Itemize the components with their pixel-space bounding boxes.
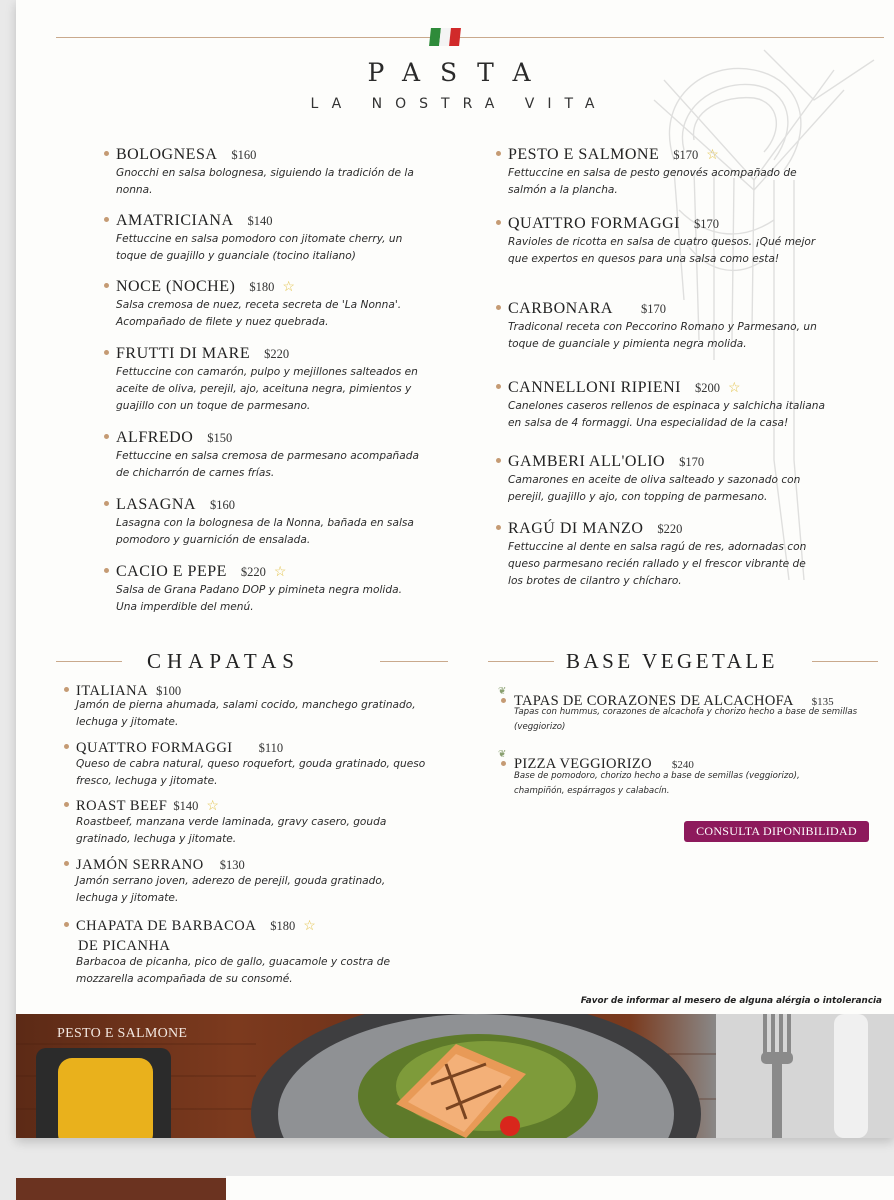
item-description: Fettuccine con camarón, pulpo y mejillones salteados en aceite de oliva, perejil, ajo, aceituna negra, pimientos y guajillo con un toque de parmesano. bbox=[116, 366, 418, 412]
availability-button[interactable]: CONSULTA DIPONIBILIDAD bbox=[684, 821, 869, 842]
item-description: Salsa cremosa de nuez, receta secreta de 'La Nonna'. Acompañado de filete y nuez quebrada. bbox=[116, 299, 402, 328]
star-icon: ☆ bbox=[727, 380, 741, 396]
item-name: ITALIANA bbox=[76, 683, 149, 699]
item-description: Tradiconal receta con Peccorino Romano y Parmesano, un toque de guanciale y pimienta negra molida. bbox=[508, 321, 817, 350]
item-name: NOCE (NOCHE) bbox=[116, 278, 236, 295]
item-subname: DE PICANHA bbox=[78, 938, 171, 954]
star-icon: ☆ bbox=[206, 798, 219, 814]
item-name: AMATRICIANA bbox=[116, 212, 234, 229]
bullet-dot bbox=[64, 744, 69, 749]
item-description: Camarones en aceite de oliva salteado y sazonado con perejil, guajillo y ajo, con topping de parmesano. bbox=[508, 474, 801, 503]
menu-item bbox=[508, 144, 828, 199]
item-description: Queso de cabra natural, queso roquefort, gouda gratinado, queso fresco, lechuga y jitomate. bbox=[76, 758, 426, 787]
bullet-dot bbox=[501, 761, 506, 766]
bullet-dot bbox=[64, 861, 69, 866]
item-description: Salsa de Grana Padano DOP y pimineta negra molida. Una imperdible del menú. bbox=[116, 584, 402, 613]
bullet-dot bbox=[64, 687, 69, 692]
menu-item bbox=[508, 298, 823, 353]
item-name: QUATTRO FORMAGGI bbox=[76, 740, 233, 756]
item-price: $220 bbox=[657, 522, 683, 536]
item-price: $170 bbox=[679, 455, 705, 469]
menu-item bbox=[498, 686, 859, 735]
bullet-dot bbox=[501, 698, 506, 703]
item-description: Jamón de pierna ahumada, salami cocido, manchego gratinado, lechuga y jitomate. bbox=[76, 699, 416, 728]
item-price: $150 bbox=[207, 431, 233, 445]
item-name: QUATTRO FORMAGGI bbox=[508, 215, 681, 232]
star-icon: ☆ bbox=[303, 918, 316, 934]
bullet-dot bbox=[496, 305, 501, 310]
item-price: $180 bbox=[249, 280, 275, 294]
item-name: RAGÚ DI MANZO bbox=[508, 520, 644, 537]
item-description: Tapas con hummus, corazones de alcachofa y chorizo hecho a base de semillas (veggiorizo) bbox=[514, 707, 858, 732]
item-name: CANNELLONI RIPIENI bbox=[508, 379, 681, 396]
item-description: Gnocchi en salsa bolognesa, siguiendo la tradición de la nonna. bbox=[116, 167, 414, 196]
bullet-dot bbox=[104, 350, 109, 355]
section-title-chapatas: CHAPATAS bbox=[147, 649, 300, 673]
menu-item bbox=[76, 854, 426, 907]
item-description: Ravioles de ricotta en salsa de cuatro quesos. ¡Qué mejor que expertos en quesos para una salsa como esta! bbox=[508, 236, 816, 265]
item-price: $170 bbox=[673, 148, 699, 162]
item-name: PIZZA VEGGIORIZO bbox=[514, 756, 652, 772]
item-name: ALFREDO bbox=[116, 429, 194, 446]
leaf-icon: ❦ bbox=[498, 686, 507, 697]
bullet-dot bbox=[64, 922, 69, 927]
menu-item bbox=[116, 144, 426, 199]
bullet-dot bbox=[64, 802, 69, 807]
item-name: TAPAS DE CORAZONES DE ALCACHOFA bbox=[514, 693, 794, 709]
menu-item bbox=[508, 213, 823, 268]
leaf-icon: ❦ bbox=[498, 749, 507, 760]
item-price: $180 bbox=[270, 919, 296, 933]
item-name: BOLOGNESA bbox=[116, 146, 218, 163]
item-price: $100 bbox=[156, 684, 182, 698]
bullet-dot bbox=[496, 525, 501, 530]
item-price: $160 bbox=[209, 498, 235, 512]
menu-item bbox=[116, 210, 426, 265]
item-description: Roastbeef, manzana verde laminada, gravy casero, gouda gratinado, lechuga y jitomate. bbox=[76, 816, 387, 845]
bullet-dot bbox=[104, 151, 109, 156]
bullet-dot bbox=[104, 283, 109, 288]
item-name: JAMÓN SERRANO bbox=[76, 857, 204, 873]
italian-flag-icon bbox=[429, 28, 461, 46]
item-description: Lasagna con la bolognesa de la Nonna, bañada en salsa pomodoro y guarnición de ensalada. bbox=[116, 517, 414, 546]
item-description: Fettuccine en salsa pomodoro con jitomate cherry, un toque de guajillo y guanciale (tocino italiano) bbox=[116, 233, 403, 262]
menu-item bbox=[116, 561, 416, 616]
bullet-dot bbox=[496, 220, 501, 225]
item-price: $135 bbox=[811, 696, 834, 708]
menu-item bbox=[508, 451, 828, 506]
item-description: Jamón serrano joven, aderezo de perejil, gouda gratinado, lechuga y jitomate. bbox=[76, 875, 386, 904]
item-price: $110 bbox=[258, 741, 284, 755]
menu-item bbox=[116, 427, 426, 482]
bullet-dot bbox=[496, 384, 501, 389]
star-icon: ☆ bbox=[706, 147, 719, 163]
allergy-note: Favor de informar al mesero de alguna alérgia o intolerancia bbox=[580, 996, 882, 1006]
divider bbox=[488, 661, 554, 662]
item-price: $170 bbox=[694, 217, 720, 231]
menu-item bbox=[116, 494, 426, 549]
bullet-dot bbox=[104, 501, 109, 506]
menu-item bbox=[76, 680, 416, 731]
dish-photo bbox=[16, 1014, 894, 1138]
item-price: $220 bbox=[264, 347, 290, 361]
bullet-dot bbox=[104, 434, 109, 439]
item-name: CACIO E PEPE bbox=[116, 563, 227, 580]
item-description: Base de pomodoro, chorizo hecho a base de semillas (veggiorizo), champiñón, espárragos y calabacín. bbox=[514, 771, 800, 796]
page-subtitle: LA NOSTRA VITA bbox=[310, 96, 608, 112]
menu-item bbox=[508, 518, 818, 590]
top-divider bbox=[56, 37, 884, 38]
bullet-dot bbox=[496, 458, 501, 463]
section-title-vegetale: BASE VEGETALE bbox=[566, 649, 779, 673]
item-price: $170 bbox=[640, 302, 666, 316]
menu-item bbox=[116, 276, 426, 331]
menu-item bbox=[116, 343, 436, 415]
item-description: Fettuccine en salsa de pesto genovés acompañado de salmón a la plancha. bbox=[508, 167, 797, 196]
item-price: $140 bbox=[173, 799, 199, 813]
star-icon: ☆ bbox=[273, 564, 287, 580]
item-price: $220 bbox=[240, 565, 266, 579]
item-price: $160 bbox=[231, 148, 257, 162]
menu-item bbox=[76, 795, 426, 848]
menu-item bbox=[76, 915, 436, 988]
menu-item bbox=[498, 749, 814, 799]
item-description: Fettuccine en salsa cremosa de parmesano acompañada de chicharrón de carnes frías. bbox=[116, 450, 419, 479]
divider bbox=[812, 661, 878, 662]
menu-page bbox=[16, 0, 894, 1138]
bullet-dot bbox=[496, 151, 501, 156]
item-name: CARBONARA bbox=[508, 300, 613, 317]
star-icon: ☆ bbox=[282, 279, 295, 295]
next-page-edge-white bbox=[226, 1176, 894, 1200]
item-price: $140 bbox=[247, 214, 273, 228]
item-name: CHAPATA DE BARBACOA bbox=[76, 918, 257, 934]
item-description: Fettuccine al dente en salsa ragú de res, adornadas con queso parmesano recién rallado y el frescor vibrante de los brotes de cilantro y chícharo. bbox=[508, 541, 807, 587]
divider bbox=[56, 661, 122, 662]
bullet-dot bbox=[104, 568, 109, 573]
item-description: Canelones caseros rellenos de espinaca y salchicha italiana en salsa de 4 formaggi. Una especialidad de la casa! bbox=[508, 400, 825, 429]
item-price: $240 bbox=[671, 759, 694, 771]
item-name: FRUTTI DI MARE bbox=[116, 345, 251, 362]
page-title: PASTA bbox=[367, 58, 551, 87]
item-name: LASAGNA bbox=[116, 496, 196, 513]
item-price: $130 bbox=[219, 858, 245, 872]
item-name: ROAST BEEF bbox=[76, 798, 168, 814]
item-price: $200 bbox=[694, 381, 720, 395]
menu-item bbox=[76, 737, 436, 790]
next-page-edge bbox=[16, 1178, 226, 1200]
menu-item bbox=[508, 377, 828, 432]
item-description: Barbacoa de picanha, pico de gallo, guacamole y costra de mozzarella acompañada de su consomé. bbox=[76, 956, 390, 985]
divider bbox=[380, 661, 448, 662]
item-name: PESTO E SALMONE bbox=[508, 146, 660, 163]
photo-caption: PESTO E SALMONE bbox=[57, 1026, 188, 1041]
item-name: GAMBERI ALL'OLIO bbox=[508, 453, 666, 470]
bullet-dot bbox=[104, 217, 109, 222]
